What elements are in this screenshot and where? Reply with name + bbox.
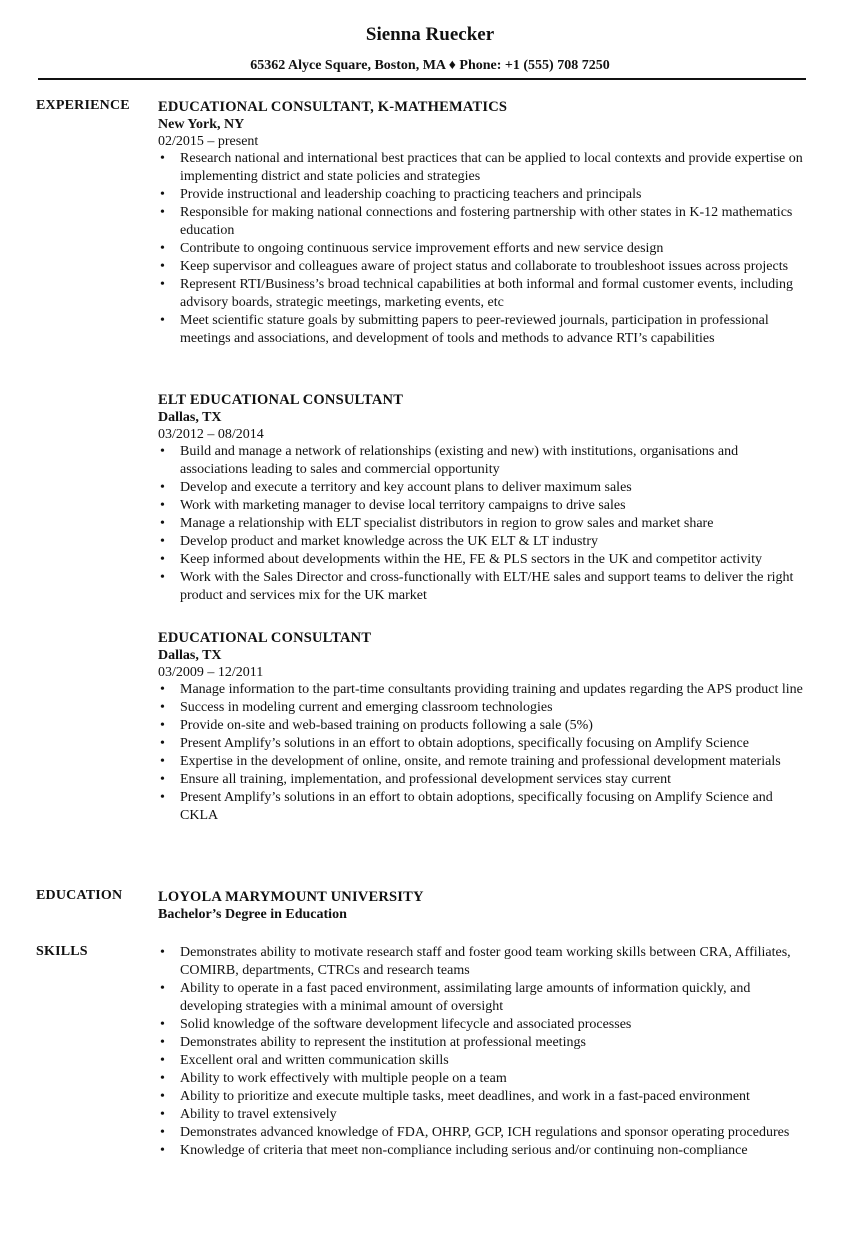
- list-item: • Excellent oral and written communication skills: [158, 1052, 808, 1070]
- list-item: • Build and manage a network of relationships (existing and new) with institutions, organisations and associations leading to sales and commercial opportunity: [158, 443, 808, 479]
- list-item: • Demonstrates advanced knowledge of FDA, OHRP, GCP, ICH regulations and sponsor operating procedures: [158, 1124, 808, 1142]
- contact-line: 65362 Alyce Square, Boston, MA ♦ Phone: +1 (555) 708 7250: [250, 58, 610, 73]
- list-item: • Develop and execute a territory and key account plans to deliver maximum sales: [158, 479, 808, 497]
- list-item: • Manage information to the part-time consultants providing training and updates regarding the APS product line: [158, 681, 808, 699]
- list-item: • Manage a relationship with ELT specialist distributors in region to grow sales and market share: [158, 515, 808, 533]
- list-item: • Knowledge of criteria that meet non-compliance including serious and/or continuing non-compliance: [158, 1142, 808, 1160]
- job-entry: [158, 629, 808, 825]
- list-item: • Work with marketing manager to devise local territory campaigns to drive sales: [158, 497, 808, 515]
- list-item: • Contribute to ongoing continuous service improvement efforts and new service design: [158, 240, 808, 258]
- list-item: • Work with the Sales Director and cross-functionally with ELT/HE sales and support teams to deliver the right product and services mix for the UK market: [158, 569, 808, 605]
- list-item: • Research national and international best practices that can be applied to local contexts and provide expertise on implementing district and state policies and strategies: [158, 150, 808, 186]
- list-item: • Present Amplify’s solutions in an effort to obtain adoptions, specifically focusing on Amplify Science: [158, 735, 808, 753]
- education-entry: [158, 888, 808, 924]
- list-item: • Solid knowledge of the software development lifecycle and associated processes: [158, 1016, 808, 1034]
- list-item: • Ability to operate in a fast paced environment, assimilating large amounts of information quickly, and developing strategies with a minimal amount of oversight: [158, 980, 808, 1016]
- list-item: • Provide on-site and web-based training on products following a sale (5%): [158, 717, 808, 735]
- list-item: • Expertise in the development of online, onsite, and remote training and professional development materials: [158, 753, 808, 771]
- section-label-skills: SKILLS: [36, 944, 88, 959]
- list-item: • Provide instructional and leadership coaching to practicing teachers and principals: [158, 186, 808, 204]
- list-item: • Keep supervisor and colleagues aware of project status and collaborate to troubleshoot issues across projects: [158, 258, 808, 276]
- job-location: Dallas, TX: [158, 410, 222, 425]
- job-title: ELT EDUCATIONAL CONSULTANT: [158, 392, 404, 408]
- candidate-name: Sienna Ruecker: [365, 24, 495, 45]
- header-divider: [38, 78, 806, 80]
- job-location: New York, NY: [158, 117, 245, 132]
- job-dates: 03/2012 – 08/2014: [158, 427, 264, 442]
- job-dates: 02/2015 – present: [158, 134, 259, 149]
- list-item: • Success in modeling current and emerging classroom technologies: [158, 699, 808, 717]
- list-item: • Develop product and market knowledge across the UK ELT & LT industry: [158, 533, 808, 551]
- job-dates: 03/2009 – 12/2011: [158, 665, 264, 680]
- list-item: • Meet scientific stature goals by submitting papers to peer-reviewed journals, participation in professional meetings and associations, and development of tools and methods to advance RTI’s capabilities: [158, 312, 808, 348]
- section-label-experience: EXPERIENCE: [36, 98, 130, 113]
- job-bullets: [158, 150, 808, 348]
- section-label-education: EDUCATION: [36, 888, 123, 903]
- list-item: • Ensure all training, implementation, and professional development services stay current: [158, 771, 808, 789]
- list-item: • Ability to prioritize and execute multiple tasks, meet deadlines, and work in a fast-paced environment: [158, 1088, 808, 1106]
- job-bullets: [158, 443, 808, 605]
- list-item: • Demonstrates ability to represent the institution at professional meetings: [158, 1034, 808, 1052]
- job-entry: [158, 391, 808, 605]
- list-item: • Present Amplify’s solutions in an effort to obtain adoptions, specifically focusing on Amplify Science and CKLA: [158, 789, 808, 825]
- list-item: • Ability to work effectively with multiple people on a team: [158, 1070, 808, 1088]
- job-location: Dallas, TX: [158, 648, 222, 663]
- degree: Bachelor’s Degree in Education: [158, 907, 347, 922]
- skills-list: [158, 944, 808, 1160]
- job-title: EDUCATIONAL CONSULTANT, K-MATHEMATICS: [158, 99, 508, 115]
- list-item: • Represent RTI/Business’s broad technical capabilities at both informal and formal customer events, including advisory boards, strategic meetings, marketing events, etc: [158, 276, 808, 312]
- list-item: • Demonstrates ability to motivate research staff and foster good team working skills between CRA, Affiliates, COMIRB, departments, CTRCs and research teams: [158, 944, 808, 980]
- list-item: • Ability to travel extensively: [158, 1106, 808, 1124]
- job-entry: [158, 98, 808, 348]
- job-title: EDUCATIONAL CONSULTANT: [158, 630, 372, 646]
- school-name: LOYOLA MARYMOUNT UNIVERSITY: [158, 889, 424, 905]
- list-item: • Responsible for making national connections and fostering partnership with other states in K-12 mathematics education: [158, 204, 808, 240]
- skills-entry: [158, 944, 808, 1160]
- list-item: • Keep informed about developments within the HE, FE & PLS sectors in the UK and competitor activity: [158, 551, 808, 569]
- job-bullets: [158, 681, 808, 825]
